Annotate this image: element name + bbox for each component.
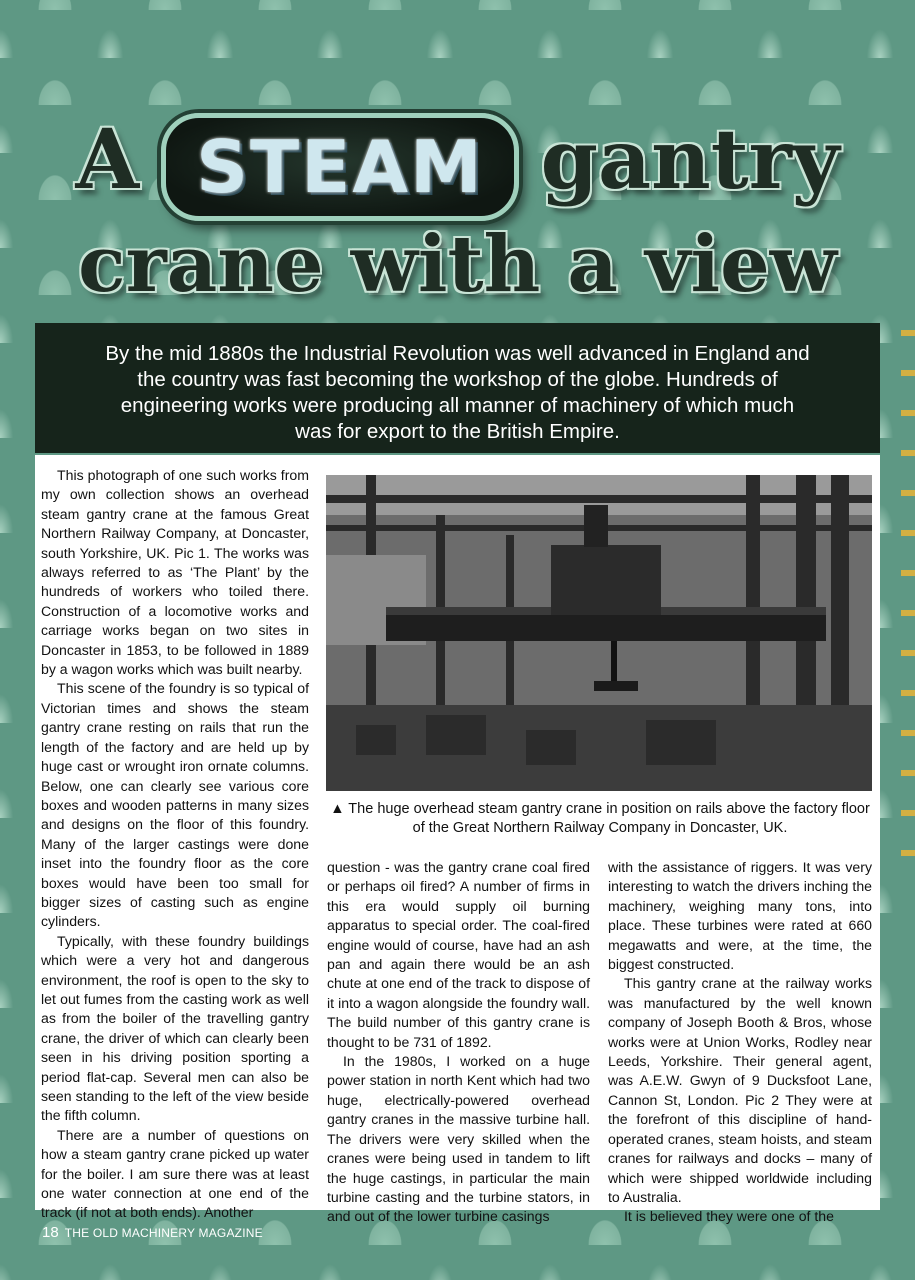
paragraph: This scene of the foundry is so typical of Victorian times and shows the steam gantry crane resting on rails that run the length of the factory and are held up by huge cast or wrought iron ornate columns. Below, one can clearly see various core boxes and wooden patterns in many sizes and designs on the floor of this foundry. Many of the larger castings were done inset into the foundry floor as the core boxes would have been too small for bigger sizes of casting such as engine cylinders. (41, 680, 309, 930)
page-footer (42, 1224, 263, 1244)
intro-standfirst: By the mid 1880s the Industrial Revolution was well advanced in England and the country was fast becoming the workshop of the globe. Hundreds of engineering works were producing all manner of machinery of which much was for export to the British Empire. (35, 323, 880, 453)
paragraph: This gantry crane at the railway works was manufactured by the well known company of Joseph Booth & Bros, whose works were at Union Works, Rodley near Leeds, Yorkshire. Their general agent, was A.E.W. Gwyn of 9 Ducksfoot Lane, Cannon St, London. Pic 2 They were at the forefront of this discipline of hand-operated cranes, steam hoists, and steam cranes for railways and docks – many of which were shipped worldwide including to Australia. (608, 975, 872, 1205)
photo-illustration (326, 475, 872, 791)
article-title-line-1 (0, 105, 915, 215)
article-column-2 (327, 858, 590, 1227)
paragraph: with the assistance of riggers. It was very interesting to watch the drivers inching the machinery, weighing many tons, into place. These turbines were rated at 660 megawatts and were, at the time, the biggest constructed. (608, 859, 872, 973)
paragraph: This photograph of one such works from my own collection shows an overhead steam gantry crane at the famous Great Northern Railway Company, at Doncaster, south Yorkshire, UK. Pic 1. The works was always referred to as ‘The Plant’ by the hundreds of workers who toiled there. Construction of a locomotive works and carriage works began on two sites in Doncaster in 1853, to be followed in 1889 by a wagon works which was built nearby. (41, 467, 309, 678)
article-title-line-2: crane with a view (78, 219, 837, 310)
gold-scroll-ornament (901, 330, 915, 890)
title-suffix: gantry (540, 112, 840, 208)
magazine-name: THE OLD MACHINERY MAGAZINE (64, 1226, 263, 1240)
paragraph: It is believed they were one of the (624, 1208, 834, 1225)
paragraph: question - was the gantry crane coal fired or perhaps oil fired? A number of firms in this era would supply oil burning apparatus to special order. The coal-fired engine would of course, have had an ash pan and again there would be an ash chute at one end of the track to dispose of it into a wagon alongside the foundry wall. The build number of this gantry crane is thought to be 731 of 1892. (327, 859, 590, 1050)
article-column-1 (41, 466, 309, 1223)
paragraph: Typically, with these foundry buildings which were a very hot and dangerous environment, the roof is open to the sky to let out fumes from the casting work as well as from the boiler of the travelling gantry crane, the driver of which can clearly been seen in his driving position sporting a period flat-cap. Several men can also be seen standing to the left of the view beside the fifth column. (41, 932, 309, 1124)
gantry-crane-photo (326, 475, 872, 791)
article-column-3 (608, 858, 872, 1227)
page-number: 18 (42, 1224, 59, 1241)
title-prefix: A (75, 112, 140, 208)
paragraph: In the 1980s, I worked on a huge power station in north Kent which had two huge, electrically-powered overhead gantry cranes in the massive turbine hall. The drivers were very skilled when the cranes were being used in tandem to lift the huge castings, in particular the main turbine casting and the turbine stators, in and out of the lower turbine casings (327, 1053, 590, 1225)
paragraph: There are a number of questions on how a steam gantry crane picked up water for the boiler. I am sure there was at least one water connection at one end of the track (if not at both ends). Another (41, 1126, 309, 1221)
photo-caption: ▲ The huge overhead steam gantry crane in position on rails above the factory floor of the Great Northern Railway Company in Doncaster, UK. (330, 801, 870, 836)
steam-logo-badge: STEAM (161, 113, 519, 221)
